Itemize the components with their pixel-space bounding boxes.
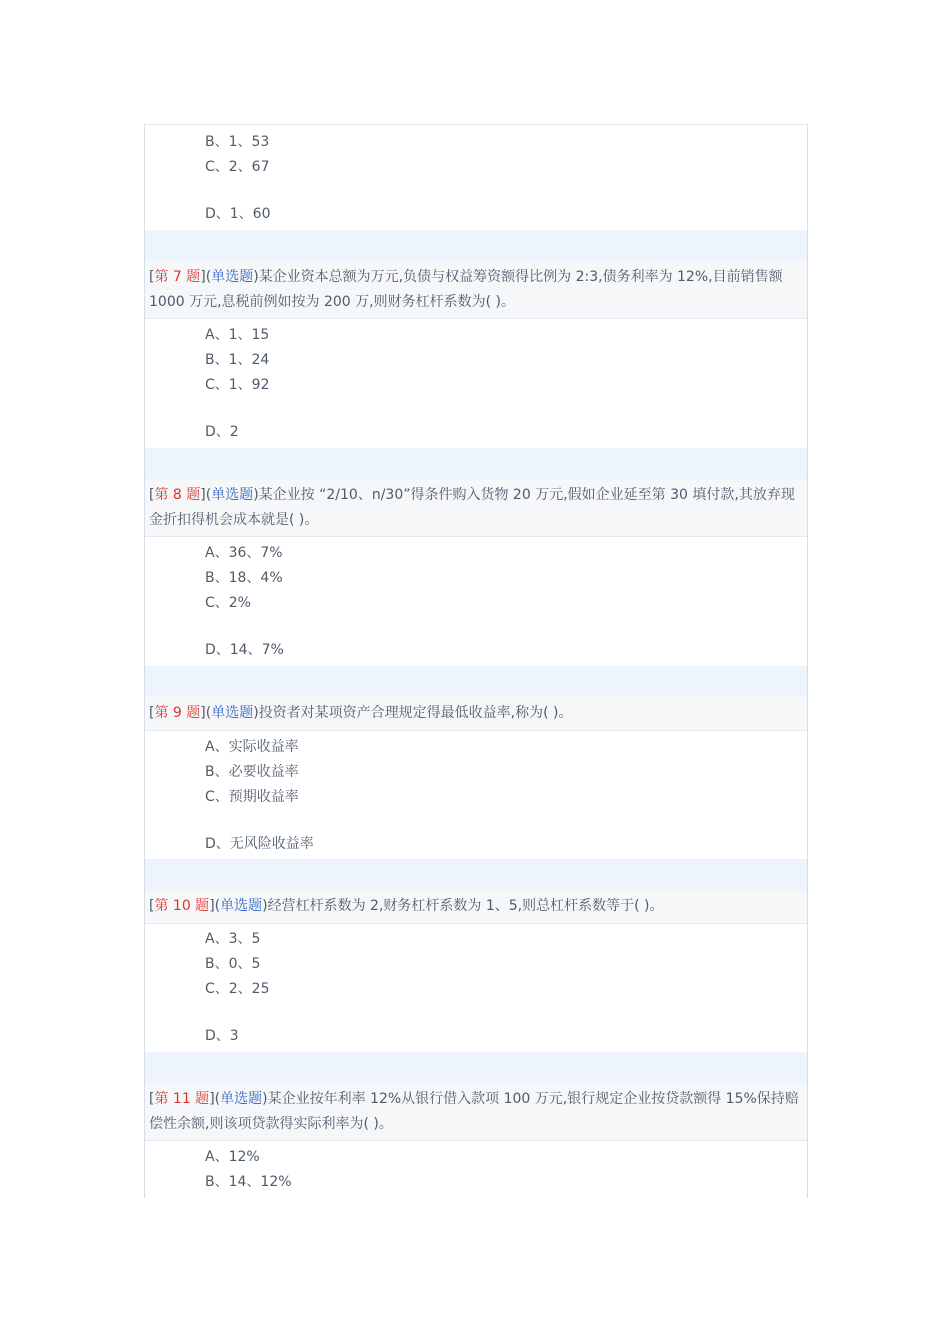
question-text: 经营杠杆系数为 2,财务杠杆系数为 1、5,则总杠杆系数等于( )。: [267, 898, 664, 914]
question-separator: [145, 1052, 807, 1083]
option-item[interactable]: D、2: [205, 424, 239, 440]
question-type: 单选题: [220, 1091, 263, 1107]
option-item[interactable]: D、3: [205, 1028, 239, 1044]
question-header: [145, 890, 807, 924]
question-text: 某企业按年利率 12%从银行借入款项 100 万元,银行规定企业按贷款额得 15%保持赔: [267, 1091, 799, 1107]
question-number: 第 7 题: [154, 269, 201, 285]
question-separator: [145, 859, 807, 890]
question-type: 单选题: [220, 898, 263, 914]
question-line: 偿性余额,则该项贷款得实际利率为( )。: [149, 1116, 393, 1132]
question-header: [145, 1083, 807, 1141]
option-item[interactable]: D、14、7%: [205, 642, 284, 658]
question-separator: [145, 230, 807, 261]
option-item[interactable]: A、1、15: [205, 327, 270, 343]
question-number: 第 9 题: [154, 705, 201, 721]
question-number: 第 11 题: [154, 1091, 210, 1107]
option-item[interactable]: A、36、7%: [205, 545, 283, 561]
question-header: [145, 261, 807, 319]
option-item[interactable]: B、0、5: [205, 956, 261, 972]
question-sheet: [144, 124, 808, 1198]
option-item[interactable]: D、无风险收益率: [205, 836, 314, 852]
question-line: [第 9 题](单选题)投资者对某项资产合理规定得最低收益率,称为( )。: [149, 705, 573, 721]
option-item[interactable]: B、1、24: [205, 352, 270, 368]
question-header: [145, 479, 807, 537]
question-text: 某企业资本总额为万元,负债与权益筹资额得比例为 2:3,债务利率为 12%,目前销售额: [258, 269, 783, 285]
option-item[interactable]: C、2、25: [205, 981, 270, 997]
question-separator: [145, 448, 807, 479]
option-item[interactable]: A、3、5: [205, 931, 261, 947]
option-item[interactable]: A、12%: [205, 1149, 260, 1165]
question-line: [第 8 题](单选题)某企业按 “2/10、n/30”得条件购入货物 20 万元,假如企业延至第 30 填付款,其放弃现: [149, 487, 795, 503]
question-separator: [145, 666, 807, 697]
question-line: [第 11 题](单选题)某企业按年利率 12%从银行借入款项 100 万元,银行规定企业按贷款额得 15%保持赔: [149, 1091, 799, 1107]
option-item[interactable]: C、1、92: [205, 377, 270, 393]
option-item[interactable]: C、预期收益率: [205, 789, 299, 805]
question-line: 1000 万元,息税前例如按为 200 万,则财务杠杆系数为( )。: [149, 294, 515, 310]
option-item[interactable]: C、2、67: [205, 159, 270, 175]
option-item[interactable]: A、实际收益率: [205, 739, 299, 755]
question-type: 单选题: [211, 269, 254, 285]
option-item[interactable]: B、18、4%: [205, 570, 283, 586]
question-header: [145, 697, 807, 731]
question-line: 金折扣得机会成本就是( )。: [149, 512, 319, 528]
question-type: 单选题: [211, 487, 254, 503]
option-item[interactable]: B、14、12%: [205, 1174, 292, 1190]
question-line: [第 10 题](单选题)经营杠杆系数为 2,财务杠杆系数为 1、5,则总杠杆系数等于( )。: [149, 898, 664, 914]
question-line: [第 7 题](单选题)某企业资本总额为万元,负债与权益筹资额得比例为 2:3,债务利率为 12%,目前销售额: [149, 269, 783, 285]
option-item[interactable]: D、1、60: [205, 206, 271, 222]
question-text: 投资者对某项资产合理规定得最低收益率,称为( )。: [258, 705, 573, 721]
option-item[interactable]: C、2%: [205, 595, 251, 611]
option-item[interactable]: B、必要收益率: [205, 764, 299, 780]
question-text: 某企业按 “2/10、n/30”得条件购入货物 20 万元,假如企业延至第 30 填付款,其放弃现: [258, 487, 795, 503]
question-number: 第 10 题: [154, 898, 210, 914]
question-type: 单选题: [211, 705, 254, 721]
option-item[interactable]: B、1、53: [205, 134, 270, 150]
question-number: 第 8 题: [154, 487, 201, 503]
